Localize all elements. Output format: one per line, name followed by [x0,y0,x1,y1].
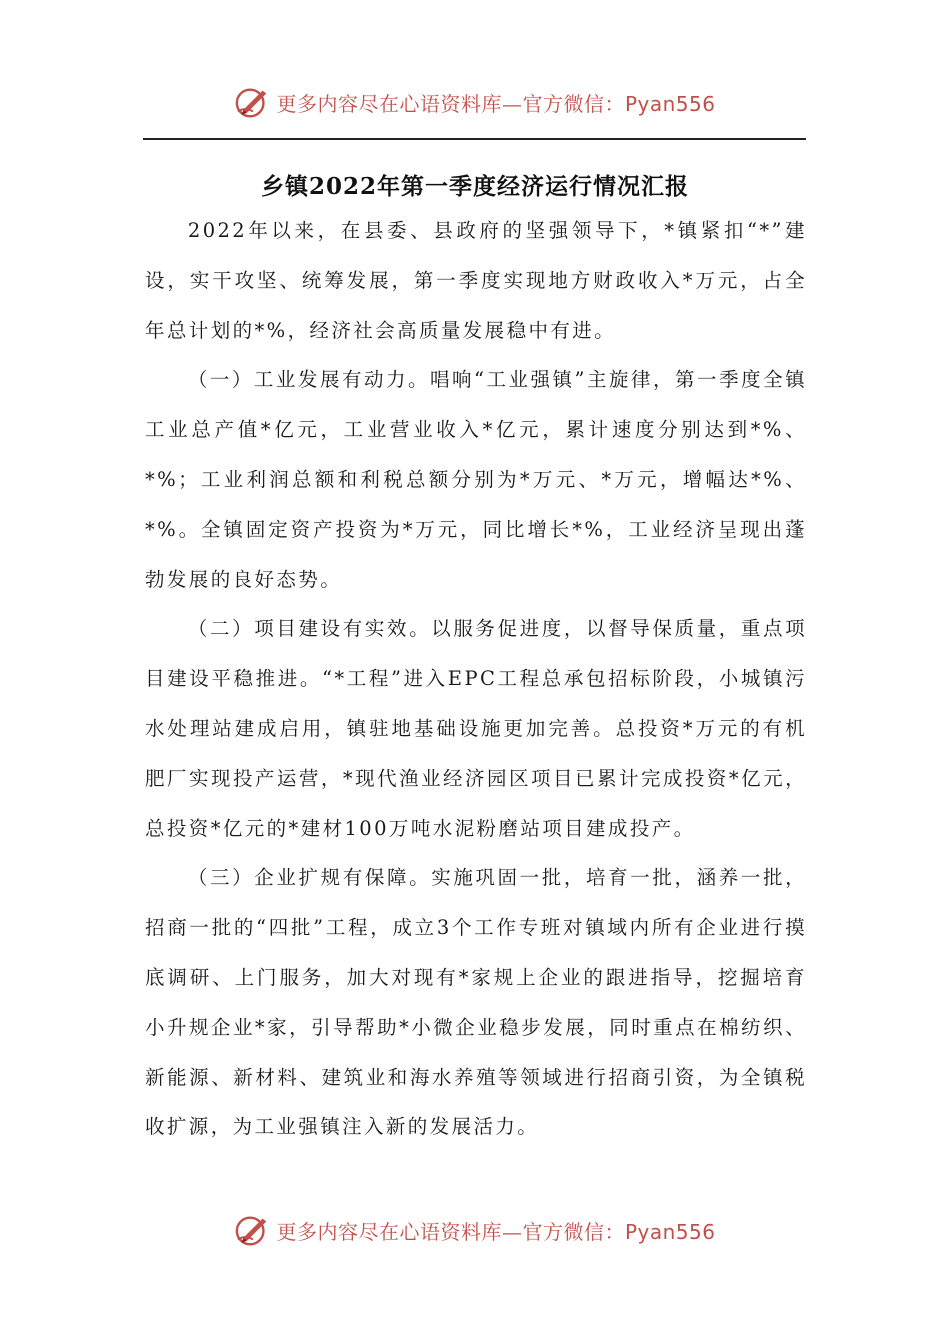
paragraph-industry: （一）工业发展有动力。唱响“工业强镇”主旋律，第一季度全镇工业总产值*亿元，工业营业收入*亿元，累计速度分别达到*%、*%；工业利润总额和利税总额分别为*万元、*万元，增幅达*%、*%。全镇固定资产投资为*万元，同比增长*%，工业经济呈现出蓬勃发展的良好态势。 [145,368,807,591]
pen-logo-icon [234,83,272,121]
watermark-text [276,1216,715,1245]
paragraph-enterprises: （三）企业扩规有保障。实施巩固一批，培育一批，涵养一批，招商一批的“四批”工程，成立3个工作专班对镇域内所有企业进行摸底调研、上门服务，加大对现有*家规上企业的跟进指导，挖掘培育小升规企业*家，引导帮助*小微企业稳步发展，同时重点在棉纺织、新能源、新材料、建筑业和海水养殖等领域进行招商引资，为全镇税收扩源，为工业强镇注入新的发展活力。 [145,866,807,1139]
watermark-label: 更多内容尽在心语资料库—官方微信： [276,1219,625,1244]
paragraph-projects: （二）项目建设有实效。以服务促进度，以督导保质量，重点项目建设平稳推进。“*工程”进入EPC工程总承包招标阶段，小城镇污水处理站建成启用，镇驻地基础设施更加完善。总投资*万元的有机肥厂实现投产运营，*现代渔业经济园区项目已累计完成投资*亿元，总投资*亿元的*建材100万吨水泥粉磨站项目建成投产。 [145,617,807,840]
watermark-handle: Pyan556 [624,1219,716,1244]
watermark-label: 更多内容尽在心语资料库—官方微信： [276,91,625,116]
header-rule [143,138,806,140]
pen-logo-icon [234,1211,272,1249]
watermark-text [276,88,715,117]
watermark-handle: Pyan556 [624,91,716,116]
document-title: 乡镇2022年第一季度经济运行情况汇报 [260,173,689,200]
paragraph-intro: 2022年以来，在县委、县政府的坚强领导下，*镇紧扣“*”建设，实干攻坚、统筹发展，第一季度实现地方财政收入*万元，占全年总计划的*%，经济社会高质量发展稳中有进。 [145,219,807,342]
footer-watermark [0,1208,950,1252]
document-body [145,206,807,1152]
header-watermark [0,80,950,124]
